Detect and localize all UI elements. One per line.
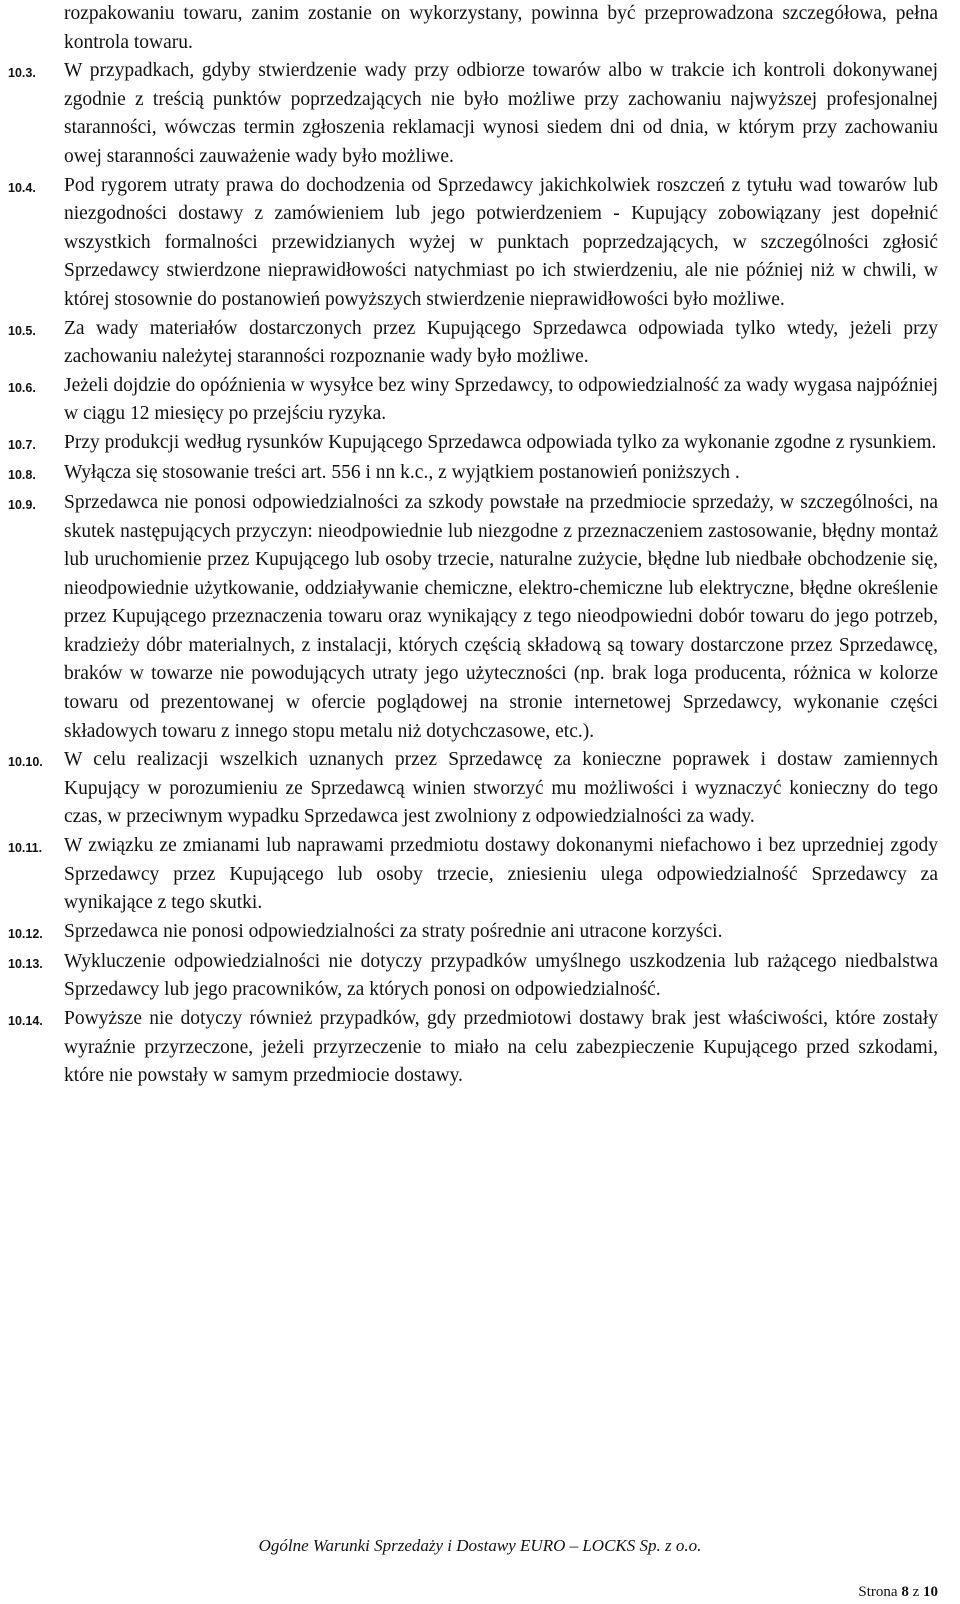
- clause-10-7: [8, 429, 938, 459]
- clause-list: [8, 0, 938, 1091]
- clause-text: Wyłącza się stosowanie treści art. 556 i nn k.c., z wyjątkiem postanowień poniższych .: [64, 461, 740, 483]
- clause-10-14: [8, 1005, 938, 1091]
- clause-10-3: [8, 57, 938, 171]
- clause-number: 10.10.: [8, 755, 43, 770]
- clause-text: Przy produkcji według rysunków Kupującego Sprzedawca odpowiada tylko za wykonanie zgodne z rysunkiem.: [64, 431, 937, 453]
- clause-10-8: [8, 459, 938, 489]
- clause-10-13: [8, 948, 938, 1005]
- clause-10-6: [8, 372, 938, 429]
- clause-number: 10.4.: [8, 180, 36, 195]
- page-number-total: 10: [923, 1584, 938, 1600]
- clause-10-5: [8, 315, 938, 372]
- clause-text: W celu realizacji wszelkich uznanych przez Sprzedawcę za konieczne poprawek i dostaw zamiennych Kupujący w porozumieniu ze Sprzedawcą winien stworzyć mu możliwości i wyznaczyć konieczny do tego czas, w przeciwnym wypadku Sprzedawca jest zwolniony z odpowiedzialności za wady.: [64, 749, 938, 828]
- clause-number: 10.3.: [8, 66, 36, 81]
- clause-10-10: [8, 746, 938, 832]
- page-footer: Ogólne Warunki Sprzedaży i Dostawy EURO – LOCKS Sp. z o.o.: [258, 1536, 702, 1555]
- clause-number: 10.11.: [8, 841, 43, 856]
- page-number: [858, 1583, 938, 1601]
- clause-text: Sprzedawca nie ponosi odpowiedzialności za szkody powstałe na przedmiocie sprzedaży, w szczególności, na skutek następujących przyczyn: nieodpowiednie lub niezgodne z przeznaczeniem zastosowanie, błędny montaż lub uruchomienie przez Kupującego lub osoby trzecie, naturalne zużycie, błędne lub niedbałe obchodzenie się, nieodpowiednie użytkowanie, oddziaływanie chemiczne, elektro-chemiczne lub elektryczne, błędne określenie przez Kupującego przeznaczenia towaru oraz wynikający z tego nieodpowiedni dobór towaru do jego potrzeb, kradzieży dóbr materialnych, z instalacji, których częścią składową są towary dostarczone przez Sprzedawcę, braków w towarze nie powodujących utraty jego użyteczności (np. brak loga producenta, różnica w kolorze towaru od prezentowanej w ofercie poglądowej na stronie internetowej Sprzedawcy, wykonanie części składowych towaru z innego stopu metalu niż dotychczasowe, etc.).: [64, 491, 938, 742]
- clause-continuation: [8, 0, 938, 57]
- clause-number: 10.14.: [8, 1014, 43, 1028]
- clause-number: [8, 0, 64, 2]
- clause-number: 10.6.: [8, 380, 36, 395]
- clause-text: rozpakowaniu towaru, zanim zostanie on wykorzystany, powinna być przeprowadzona szczegółowa, pełna kontrola towaru.: [64, 3, 938, 53]
- clause-number: 10.8.: [8, 467, 36, 482]
- clause-number: 10.7.: [8, 437, 36, 452]
- page-number-label: Strona: [858, 1584, 898, 1600]
- clause-text: Jeżeli dojdzie do opóźnienia w wysyłce bez winy Sprzedawcy, to odpowiedzialność za wady wygasa najpóźniej w ciągu 12 miesięcy po przejściu ryzyka.: [64, 374, 938, 425]
- clause-text: Za wady materiałów dostarczonych przez Kupującego Sprzedawca odpowiada tylko wtedy, jeżeli przy zachowaniu należytej staranności rozpoznanie wady było możliwe.: [64, 317, 938, 368]
- clause-number: 10.13.: [8, 956, 43, 971]
- clause-text: W przypadkach, gdyby stwierdzenie wady przy odbiorze towarów albo w trakcie ich kontroli dokonywanej zgodnie z treścią punktów poprzedzających nie było możliwe przy zachowaniu najwyższej profesjonalnej staranności, wówczas termin zgłoszenia reklamacji wynosi siedem dni od dnia, w którym przy zachowaniu owej staranności zauważenie wady było możliwe.: [64, 60, 938, 167]
- clause-text: Sprzedawca nie ponosi odpowiedzialności za straty pośrednie ani utracone korzyści.: [64, 920, 723, 942]
- clause-number: 10.12.: [8, 926, 43, 941]
- clause-number: 10.9.: [8, 497, 36, 512]
- clause-text: Powyższe nie dotyczy również przypadków, gdy przedmiotowi dostawy brak jest właściwości, które zostały wyraźnie przyrzeczone, jeżeli przyrzeczenie to miało na celu zabezpieczenie Kupującego przed szkodami, które nie powstały w samym przedmiocie dostawy.: [64, 1008, 938, 1087]
- page-number-separator: z: [912, 1584, 920, 1600]
- clause-10-9: [8, 489, 938, 746]
- clause-number: 10.5.: [8, 323, 36, 338]
- clause-text: W związku ze zmianami lub naprawami przedmiotu dostawy dokonanymi niefachowo i bez uprzedniej zgody Sprzedawcy przez Kupującego lub osoby trzecie, zniesieniu ulega odpowiedzialność Sprzedawcy za wynikające z tego skutki.: [64, 835, 938, 914]
- page-number-current: 8: [901, 1584, 909, 1600]
- clause-text: Wykluczenie odpowiedzialności nie dotyczy przypadków umyślnego uszkodzenia lub rażącego niedbalstwa Sprzedawcy lub jego pracowników, za których ponosi on odpowiedzialność.: [64, 950, 938, 1001]
- clause-10-4: [8, 172, 938, 315]
- clause-10-12: [8, 918, 938, 948]
- clause-10-11: [8, 832, 938, 918]
- clause-text: Pod rygorem utraty prawa do dochodzenia od Sprzedawcy jakichkolwiek roszczeń z tytułu wad towarów lub niezgodności dostawy z zamówieniem lub jego potwierdzeniem - Kupujący zobowiązany jest dopełnić wszystkich formalności przewidzianych wyżej w punktach poprzedzających, w szczególności zgłosić Sprzedawcy stwierdzone nieprawidłowości natychmiast po ich stwierdzeniu, ale nie później niż w chwili, w której stosownie do postanowień powyższych stwierdzenie nieprawidłowości było możliwe.: [64, 174, 938, 310]
